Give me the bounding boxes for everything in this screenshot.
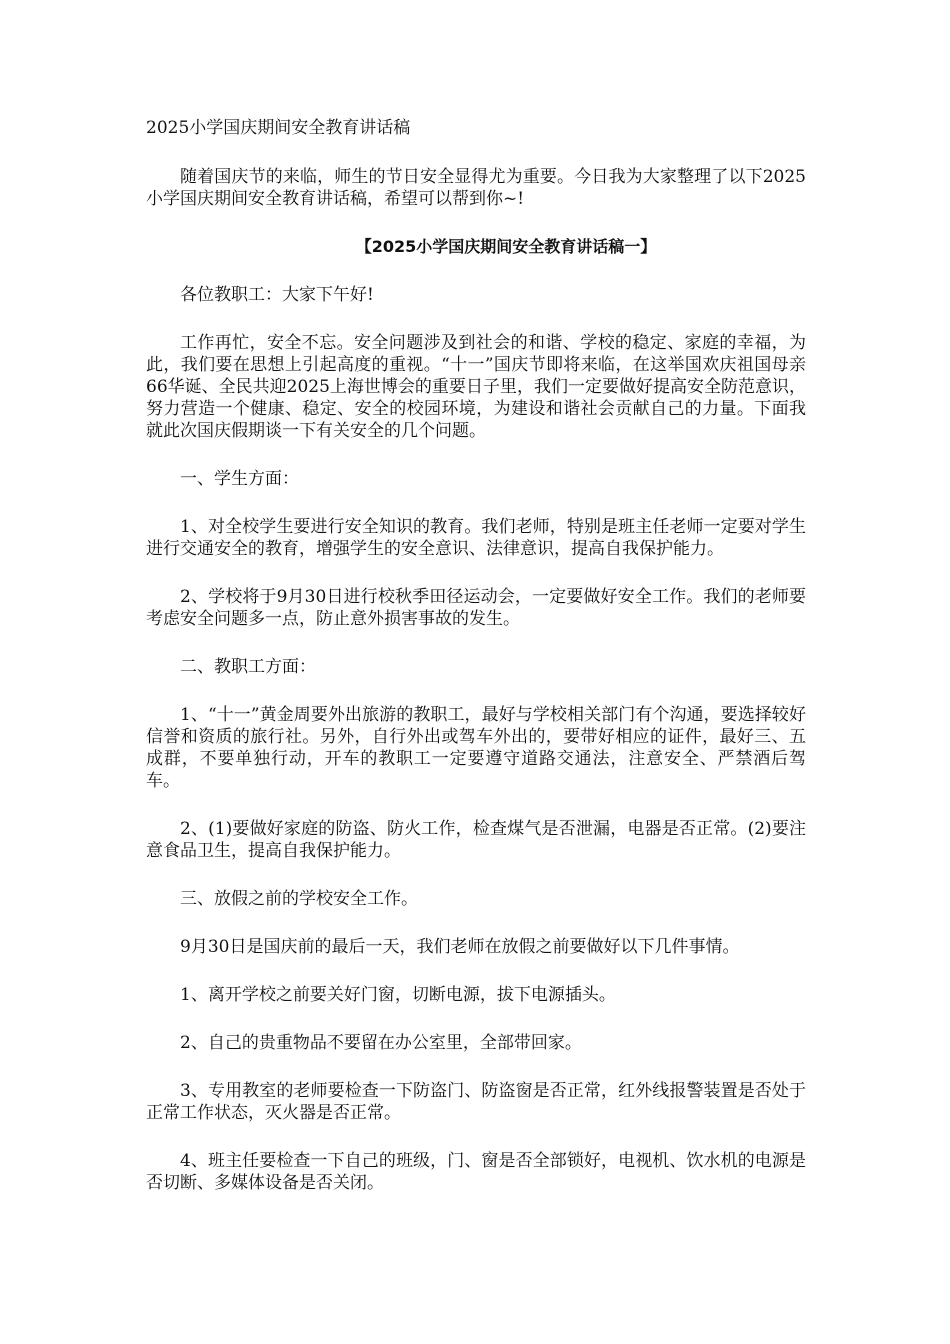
document-body bbox=[146, 117, 806, 1220]
body-paragraph: 工作再忙，安全不忘。安全问题涉及到社会的和谐、学校的稳定、家庭的幸福，为此，我们要在思想上引起高度的重视。“十一”国庆节即将来临，在这举国欢庆祖国母亲66华诞、全民共迎2025上海世博会的重要日子里，我们一定要做好提高安全防范意识，努力营造一个健康、稳定、安全的校园环境，为建设和谐社会贡献自己的力量。下面我就此次国庆假期谈一下有关安全的几个问题。 bbox=[146, 333, 806, 441]
body-paragraph: 3、专用教室的老师要检查一下防盗门、防盗窗是否正常，红外线报警装置是否处于正常工作状态，灭火器是否正常。 bbox=[146, 1081, 806, 1123]
body-paragraph: 1、对全校学生要进行安全知识的教育。我们老师，特别是班主任老师一定要对学生进行交通安全的教育，增强学生的安全意识、法律意识，提高自我保护能力。 bbox=[146, 517, 806, 559]
body-paragraph: 1、离开学校之前要关好门窗，切断电源，拔下电源插头。 bbox=[180, 985, 616, 1005]
subheading-students: 一、学生方面： bbox=[180, 469, 299, 489]
intro-paragraph: 随着国庆节的来临，师生的节日安全显得尤为重要。今日我为大家整理了以下2025小学国庆期间安全教育讲话稿，希望可以帮到你~! bbox=[146, 167, 806, 209]
body-paragraph: 2、(1)要做好家庭的防盗、防火工作，检查煤气是否泄漏，电器是否正常。(2)要注意食品卫生，提高自我保护能力。 bbox=[146, 819, 806, 861]
body-paragraph: 2、学校将于9月30日进行校秋季田径运动会，一定要做好安全工作。我们的老师要考虑安全问题多一点，防止意外损害事故的发生。 bbox=[146, 587, 806, 629]
subheading-pre-holiday: 三、放假之前的学校安全工作。 bbox=[180, 889, 418, 909]
greeting-paragraph: 各位教职工：大家下午好! bbox=[180, 285, 374, 305]
body-paragraph: 2、自己的贵重物品不要留在办公室里，全部带回家。 bbox=[180, 1033, 582, 1053]
document-title: 2025小学国庆期间安全教育讲话稿 bbox=[146, 118, 411, 138]
body-paragraph: 4、班主任要检查一下自己的班级，门、窗是否全部锁好，电视机、饮水机的电源是否切断、多媒体设备是否关闭。 bbox=[146, 1151, 806, 1193]
section-heading: 【2025小学国庆期间安全教育讲话稿一】 bbox=[355, 237, 657, 256]
body-paragraph: 1、“十一”黄金周要外出旅游的教职工，最好与学校相关部门有个沟通，要选择较好信誉和资质的旅行社。另外，自行外出或驾车外出的，要带好相应的证件，最好三、五成群，不要单独行动，开车的教职工一定要遵守道路交通法，注意安全、严禁酒后驾车。 bbox=[146, 705, 806, 791]
body-paragraph: 9月30日是国庆前的最后一天，我们老师在放假之前要做好以下几件事情。 bbox=[180, 937, 740, 957]
subheading-staff: 二、教职工方面： bbox=[180, 657, 316, 677]
